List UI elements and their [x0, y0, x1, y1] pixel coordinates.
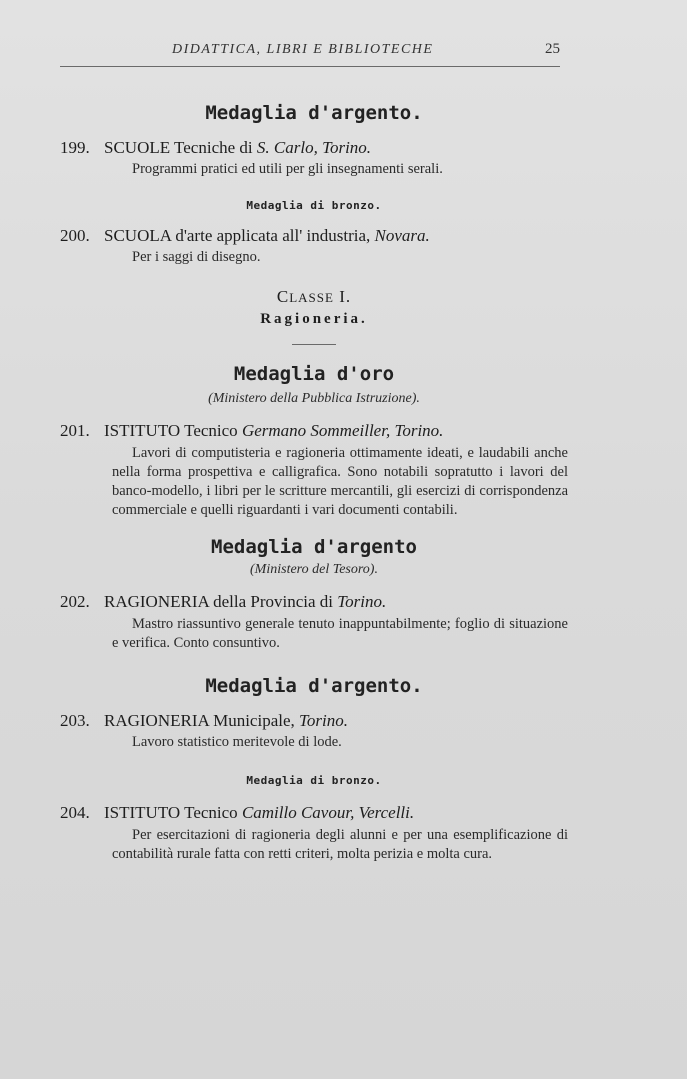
entry-202 — [60, 592, 568, 612]
class-word: LASSE — [289, 290, 334, 305]
entry-name: RAGIONERIA della Provincia di — [104, 592, 338, 611]
section-divider — [292, 344, 336, 345]
entry-number: 201. — [60, 421, 90, 440]
running-header — [60, 38, 560, 67]
entry-number: 203. — [60, 711, 90, 730]
entry-name: SCUOLA d'arte applicata all' industria, — [104, 226, 375, 245]
entry-person: Germano Sommeiller, Torino. — [241, 421, 444, 440]
entry-201 — [60, 421, 568, 441]
entry-place: Novara. — [374, 226, 430, 245]
entry-203 — [60, 711, 568, 731]
entry-description: Per i saggi di disegno. — [132, 249, 261, 265]
entry-name: SCUOLE Tecniche di — [104, 138, 257, 157]
medal-heading-silver: Medaglia d'argento. — [205, 102, 423, 124]
entry-number: 199. — [60, 138, 90, 157]
entry-description: Per esercitazioni di ragioneria degli alunni e per una esemplificazione di contabilità rurale fatta con retti criteri, molta perizia e molta cura. — [112, 827, 568, 862]
entry-204 — [60, 803, 568, 823]
entry-description: Lavoro statistico meritevole di lode. — [132, 734, 342, 750]
entry-place: S. Carlo, Torino. — [256, 138, 372, 157]
subject-heading: Ragioneria. — [260, 311, 368, 327]
entry-200 — [60, 226, 568, 246]
entry-number: 202. — [60, 592, 90, 611]
entry-name: RAGIONERIA Municipale, — [104, 711, 300, 730]
page-number: 25 — [545, 41, 560, 57]
entry-person: Camillo Cavour, Vercelli. — [241, 803, 415, 822]
medal-heading-bronze-2: Medaglia di bronzo. — [246, 774, 382, 787]
entry-description: Mastro riassuntivo generale tenuto inappuntabilmente; foglio di situazione e verifica. Conto consuntivo. — [112, 616, 568, 651]
medal-heading-silver-3: Medaglia d'argento. — [205, 675, 423, 697]
entry-place: Torino. — [337, 592, 387, 611]
class-number: I. — [333, 287, 352, 306]
class-initial: C — [276, 287, 290, 306]
page-body — [60, 96, 568, 864]
entry-place: Torino. — [299, 711, 348, 730]
class-heading — [60, 287, 568, 307]
medal-sponsor: (Ministero del Tesoro). — [250, 562, 378, 577]
entry-name: ISTITUTO Tecnico — [104, 421, 242, 440]
entry-description: Lavori di computisteria e ragioneria ottimamente ideati, e laudabili anche nella forma prospettiva e calligrafica. Sono notabili sopratutto i lavori del banco-modello, i libri per le scritture mercantili, gli esercizi di corrispondenza commerciale e quelli riguardanti i vari documenti contabili. — [112, 445, 568, 518]
medal-heading-silver-2: Medaglia d'argento — [211, 536, 417, 558]
entry-number: 200. — [60, 226, 90, 245]
entry-number: 204. — [60, 803, 90, 822]
medal-heading-gold: Medaglia d'oro — [233, 363, 395, 385]
entry-description: Programmi pratici ed utili per gli insegnamenti serali. — [132, 161, 443, 177]
entry-name: ISTITUTO Tecnico — [104, 803, 242, 822]
medal-heading-bronze: Medaglia di bronzo. — [246, 199, 382, 212]
running-title: DIDATTICA, LIBRI E BIBLIOTECHE — [172, 42, 434, 57]
medal-sponsor: (Ministero della Pubblica Istruzione). — [208, 391, 420, 406]
entry-199 — [60, 138, 568, 158]
